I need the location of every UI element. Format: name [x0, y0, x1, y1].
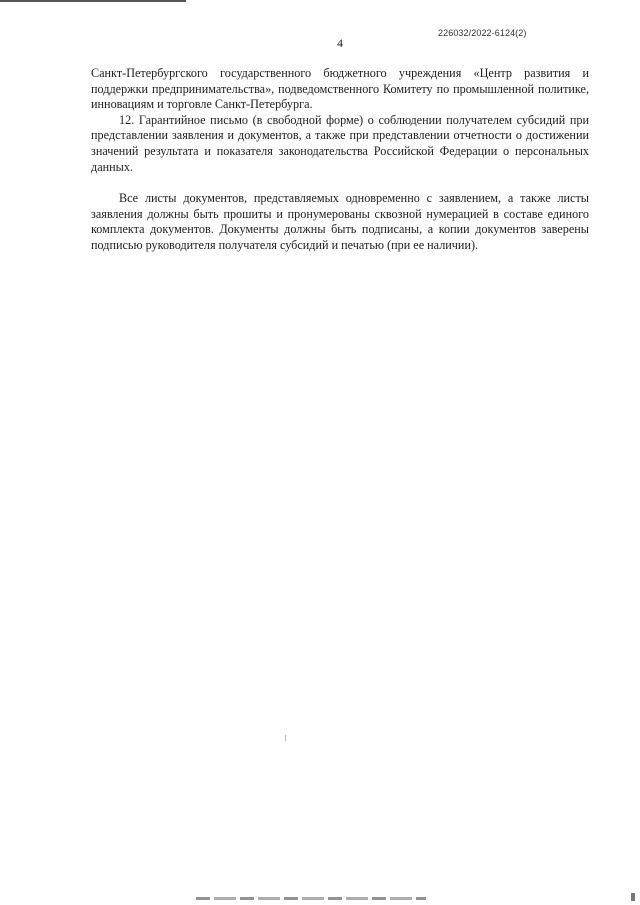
bottom-scan-strip: [196, 897, 426, 900]
page-number: 4: [337, 36, 343, 50]
paragraph-requirements: Все листы документов, представляемых одновременно с заявлением, а также листы заявления должны быть прошиты и пронумерованы сквозной нумерацией в составе единого комплекта документов. Документы должны быть подписаны, а копии документов заверены подписью руководителя получателя субсидий и печатью (при ее наличии).: [91, 191, 589, 252]
document-body: [91, 66, 589, 254]
bottom-scan-mark: [631, 893, 635, 901]
top-rule: [0, 0, 186, 2]
document-id: 226032/2022-6124(2): [438, 28, 527, 38]
paragraph-continuation: Санкт-Петербургского государственного бюджетного учреждения «Центр развития и поддержки предпринимательства», подведомственного Комитету по промышленной политике, инновациям и торговле Санкт-Петербурга.: [91, 66, 589, 112]
scan-artifact: [285, 735, 286, 741]
paragraph-item-12: 12. Гарантийное письмо (в свободной форме) о соблюдении получателем субсидий при представлении заявления и документов, а также при представлении отчетности о достижении значений результата и показателя законодательства Российской Федерации о персональных данных.: [91, 112, 589, 174]
